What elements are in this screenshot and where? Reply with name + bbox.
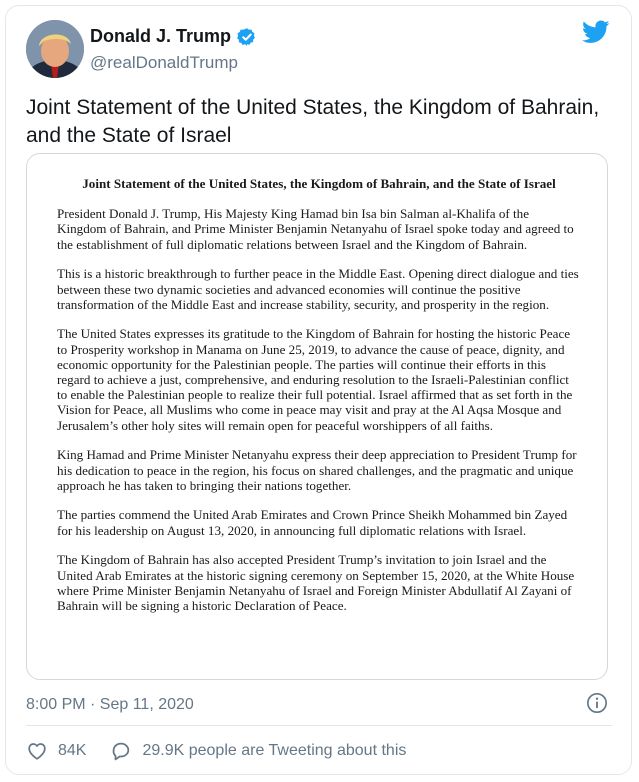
document-body [57,176,581,628]
avatar-image [26,20,84,78]
info-icon[interactable] [586,692,608,714]
verified-badge-icon [237,27,257,47]
tweet-card [5,5,632,775]
display-name[interactable]: Donald J. Trump [90,26,232,46]
twitter-bird-icon[interactable] [582,20,610,44]
tweet-text: Joint Statement of the United States, the Kingdom of Bahrain, and the State of Israel [26,96,600,147]
document-paragraph: King Hamad and Prime Minister Netanyahu express their deep appreciation to President Trump for his dedication to peace in the region, his focus on shared challenges, and the pragmatic and unique approach he has taken to bringing their nations together. [57,447,577,493]
attached-document-image[interactable] [26,153,608,680]
heart-icon [26,740,48,762]
document-paragraph: President Donald J. Trump, His Majesty King Hamad bin Isa bin Salman al-Khalifa of the Kingdom of Bahrain, and Prime Minister Benjamin Netanyahu of Israel spoke today and agreed to the establishment of full diplomatic relations between Israel and the Kingdom of Bahrain. [57,206,574,252]
document-paragraph: The Kingdom of Bahrain has also accepted President Trump’s invitation to join Israel and the United Arab Emirates at the historic signing ceremony on September 15, 2020, at the White House where Prime Minister Benjamin Netanyahu of Israel and Foreign Minister Abdullatif Al Zayani of Bahrain will be signing a historic Declaration of Peace. [57,552,575,613]
document-title: Joint Statement of the United States, the Kingdom of Bahrain, and the State of Israel [82,176,556,191]
document-paragraph: The parties commend the United Arab Emirates and Crown Prince Sheikh Mohammed bin Zayed for his leadership on August 13, 2020, in announcing full diplomatic relations with Israel. [57,507,568,538]
avatar[interactable] [26,20,84,78]
tweet-actions [26,740,430,762]
author-name-row [90,26,257,47]
like-count: 84K [58,742,87,759]
tweeting-about-link[interactable] [110,740,406,762]
comment-icon [110,740,132,762]
tweeting-about-text: 29.9K people are Tweeting about this [142,742,407,759]
tweet-timestamp[interactable]: 8:00 PM · Sep 11, 2020 [26,696,194,713]
like-button[interactable] [26,740,86,762]
document-paragraph: This is a historic breakthrough to further peace in the Middle East. Opening direct dialogue and ties between these two dynamic societies and advanced economies will continue the positive transformation of the Middle East and increase stability, security, and prosperity in the region. [57,266,579,312]
document-paragraph: The United States expresses its gratitude to the Kingdom of Bahrain for hosting the historic Peace to Prosperity workshop in Manama on June 25, 2019, to advance the cause of peace, dignity, and economic opportunity for the Palestinian people. The parties will continue their efforts in this regard to achieve a just, comprehensive, and enduring resolution to the Israeli-Palestinian conflict to enable the Palestinian people to realize their full potential. Israel affirmed that as set forth in the Vision for Peace, all Muslims who come in peace may visit and pray at the Al Aqsa Mosque and Jerusalem’s other holy sites will remain open for peaceful worshippers of all faiths. [57,326,573,433]
divider [26,725,612,726]
user-handle[interactable]: @realDonaldTrump [90,53,238,72]
